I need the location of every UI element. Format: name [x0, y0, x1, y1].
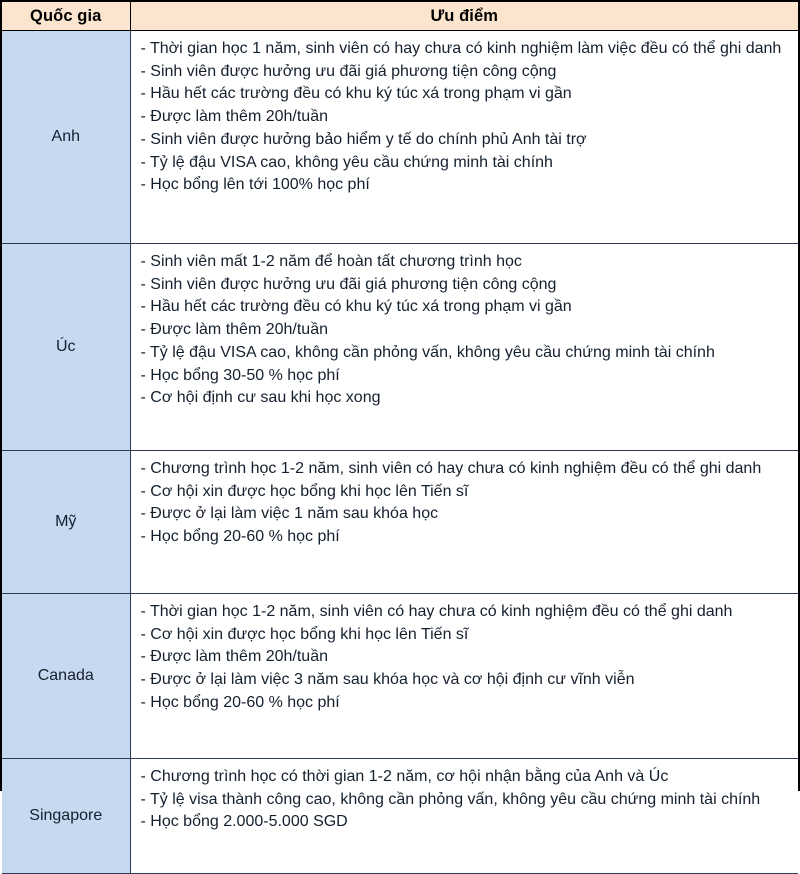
- benefit-item: - Tỷ lệ đậu VISA cao, không cần phỏng vấn, không yêu cầu chứng minh tài chính: [140, 343, 715, 361]
- table-body: [2, 31, 798, 874]
- table-header: [2, 2, 798, 31]
- benefits-list: [141, 458, 791, 549]
- benefit-item: - Học bổng 2.000-5.000 SGD: [140, 813, 348, 831]
- table-row: [2, 594, 798, 759]
- benefit-item: - Sinh viên được hưởng ưu đãi giá phương tiện công cộng: [140, 275, 557, 293]
- benefit-item: - Sinh viên mất 1-2 năm để hoàn tất chương trình học: [140, 253, 522, 270]
- benefit-item: - Được làm thêm 20h/tuần: [140, 108, 328, 126]
- benefit-item: - Được làm thêm 20h/tuần: [140, 648, 328, 666]
- benefit-item: - Được ở lại làm việc 1 năm sau khóa học: [140, 505, 439, 523]
- benefits-cell: [130, 759, 798, 874]
- country-cell: Canada: [2, 594, 130, 759]
- benefit-item: - Học bổng 20-60 % học phí: [140, 528, 340, 546]
- benefits-list: [141, 601, 791, 715]
- benefit-item: - Tỷ lệ đậu VISA cao, không yêu cầu chứng minh tài chính: [140, 153, 553, 171]
- column-header-country: Quốc gia: [2, 2, 130, 31]
- benefits-list: [141, 251, 791, 410]
- benefit-item: - Sinh viên được hưởng ưu đãi giá phương tiện công cộng: [140, 62, 557, 80]
- country-cell: Mỹ: [2, 451, 130, 594]
- table-row: [2, 451, 798, 594]
- benefits-cell: [130, 451, 798, 594]
- country-cell: Úc: [2, 244, 130, 451]
- benefit-item: - Chương trình học 1-2 năm, sinh viên có hay chưa có kinh nghiệm đều có thể ghi danh: [140, 460, 762, 477]
- benefits-cell: [130, 594, 798, 759]
- benefit-item: - Học bổng lên tới 100% học phí: [140, 176, 370, 194]
- benefit-item: - Cơ hội xin được học bổng khi học lên Tiến sĩ: [140, 482, 469, 500]
- table-row: [2, 244, 798, 451]
- benefit-item: - Chương trình học có thời gian 1-2 năm, cơ hội nhận bằng của Anh và Úc: [140, 768, 669, 785]
- benefits-list: [141, 38, 791, 197]
- benefit-item: - Hầu hết các trường đều có khu ký túc xá trong phạm vi gần: [140, 298, 572, 316]
- country-cell: Anh: [2, 31, 130, 244]
- column-header-benefits: Ưu điểm: [130, 2, 798, 31]
- country-benefits-table: [2, 2, 798, 874]
- benefit-item: - Thời gian học 1 năm, sinh viên có hay chưa có kinh nghiệm làm việc đều có thể ghi danh: [140, 40, 782, 57]
- benefit-item: - Cơ hội định cư sau khi học xong: [140, 389, 381, 407]
- benefit-item: - Tỷ lệ visa thành công cao, không cần phỏng vấn, không yêu cầu chứng minh tài chính: [140, 790, 761, 808]
- table-row: [2, 759, 798, 874]
- benefit-item: - Được ở lại làm việc 3 năm sau khóa học và cơ hội định cư vĩnh viễn: [140, 671, 635, 689]
- benefit-item: - Sinh viên được hưởng bảo hiểm y tế do chính phủ Anh tài trợ: [140, 130, 587, 148]
- table-row: [2, 31, 798, 244]
- benefit-item: - Hầu hết các trường đều có khu ký túc xá trong phạm vi gần: [140, 85, 572, 103]
- benefits-list: [141, 766, 791, 834]
- header-row: [2, 2, 798, 31]
- benefit-item: - Thời gian học 1-2 năm, sinh viên có hay chưa có kinh nghiệm đều có thể ghi danh: [140, 603, 733, 620]
- benefit-item: - Học bổng 20-60 % học phí: [140, 693, 340, 711]
- benefits-cell: [130, 244, 798, 451]
- country-cell: Singapore: [2, 759, 130, 874]
- benefit-item: - Được làm thêm 20h/tuần: [140, 321, 328, 339]
- benefit-item: - Học bổng 30-50 % học phí: [140, 366, 340, 384]
- benefit-item: - Cơ hội xin được học bổng khi học lên Tiến sĩ: [140, 625, 469, 643]
- benefits-cell: [130, 31, 798, 244]
